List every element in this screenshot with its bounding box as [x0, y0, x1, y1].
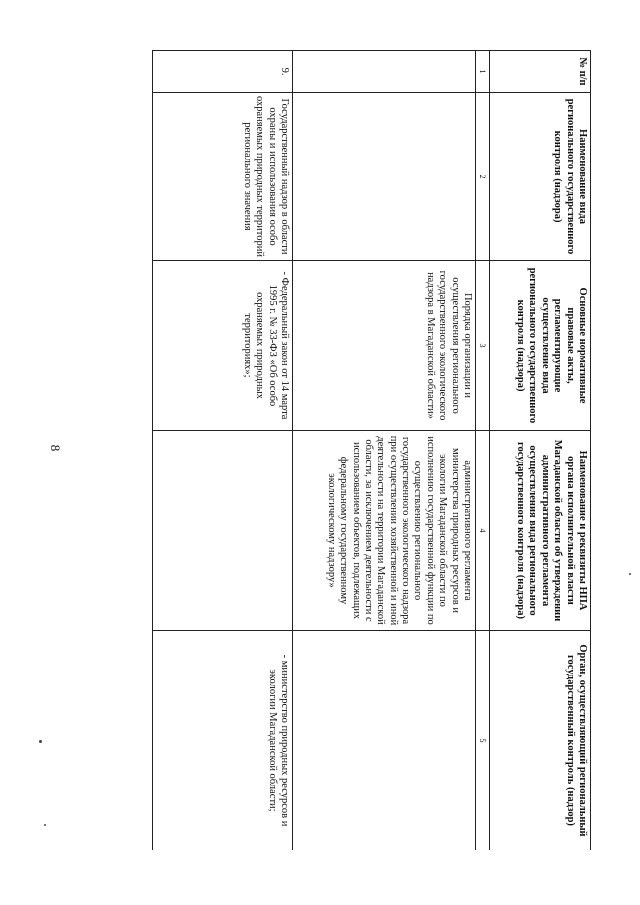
- column-number-row: [476, 51, 490, 851]
- control-types-table: [152, 50, 591, 850]
- scan-speck: [39, 740, 42, 743]
- table-row: [293, 51, 476, 851]
- column-number: 5: [476, 631, 490, 851]
- header-regulation: Наименование и реквизиты НПА органа исполнительной власти Магаданской области об утверждении административного регламента осуществления вида регионального государственного контроля (надзора): [490, 431, 591, 631]
- scan-speck: [629, 573, 631, 575]
- legal-acts-cell: Порядка организации и осуществления регионального государственного экологического надзора в Магаданской области»: [293, 261, 476, 431]
- regulation-cell: административного регламента министерства природных ресурсов и экологии Магаданской области по исполнению государственной функции по осуществлению регионального государственного экологического надзора при осуществлении хозяйственной и иной деятельности на территории Магаданской области, за исключением деятельности с использованием объектов, подлежащих федеральному государственному экологическому надзору»: [293, 431, 476, 631]
- row-number: [293, 51, 476, 93]
- table-row: [153, 51, 293, 851]
- rotated-table-frame: [86, 50, 591, 850]
- authority-cell: - министерство природных ресурсов и экологии Магаданской области;: [153, 631, 293, 851]
- row-number: 9.: [153, 51, 293, 93]
- header-control-type: Наименование вида регионального государственного контроля (надзора): [490, 93, 591, 261]
- scan-speck: [44, 824, 46, 826]
- page-number: 8: [48, 444, 63, 452]
- control-type-cell: [293, 93, 476, 261]
- authority-cell: [293, 631, 476, 851]
- header-legal-acts: Основные нормативные правовые акты, регламентирующие осуществление вида регионального государственного контроля (надзора): [490, 261, 591, 431]
- column-number: 3: [476, 261, 490, 431]
- column-number: 1: [476, 51, 490, 93]
- landscape-page: [86, 50, 591, 850]
- header-number: № п/п: [490, 51, 591, 93]
- control-type-cell: Государственный надзор в области охраны и использования особо охраняемых природных территорий регионального значения: [153, 93, 293, 261]
- column-number: 4: [476, 431, 490, 631]
- regulation-cell: [153, 431, 293, 631]
- legal-acts-cell: - Федеральный закон от 14 марта 1995 г. № 33-ФЗ «Об особо охраняемых природных территориях»;: [153, 261, 293, 431]
- header-row: [490, 51, 591, 851]
- column-number: 2: [476, 93, 490, 261]
- header-authority: Орган, осуществляющий региональный государственный контроль (надзор): [490, 631, 591, 851]
